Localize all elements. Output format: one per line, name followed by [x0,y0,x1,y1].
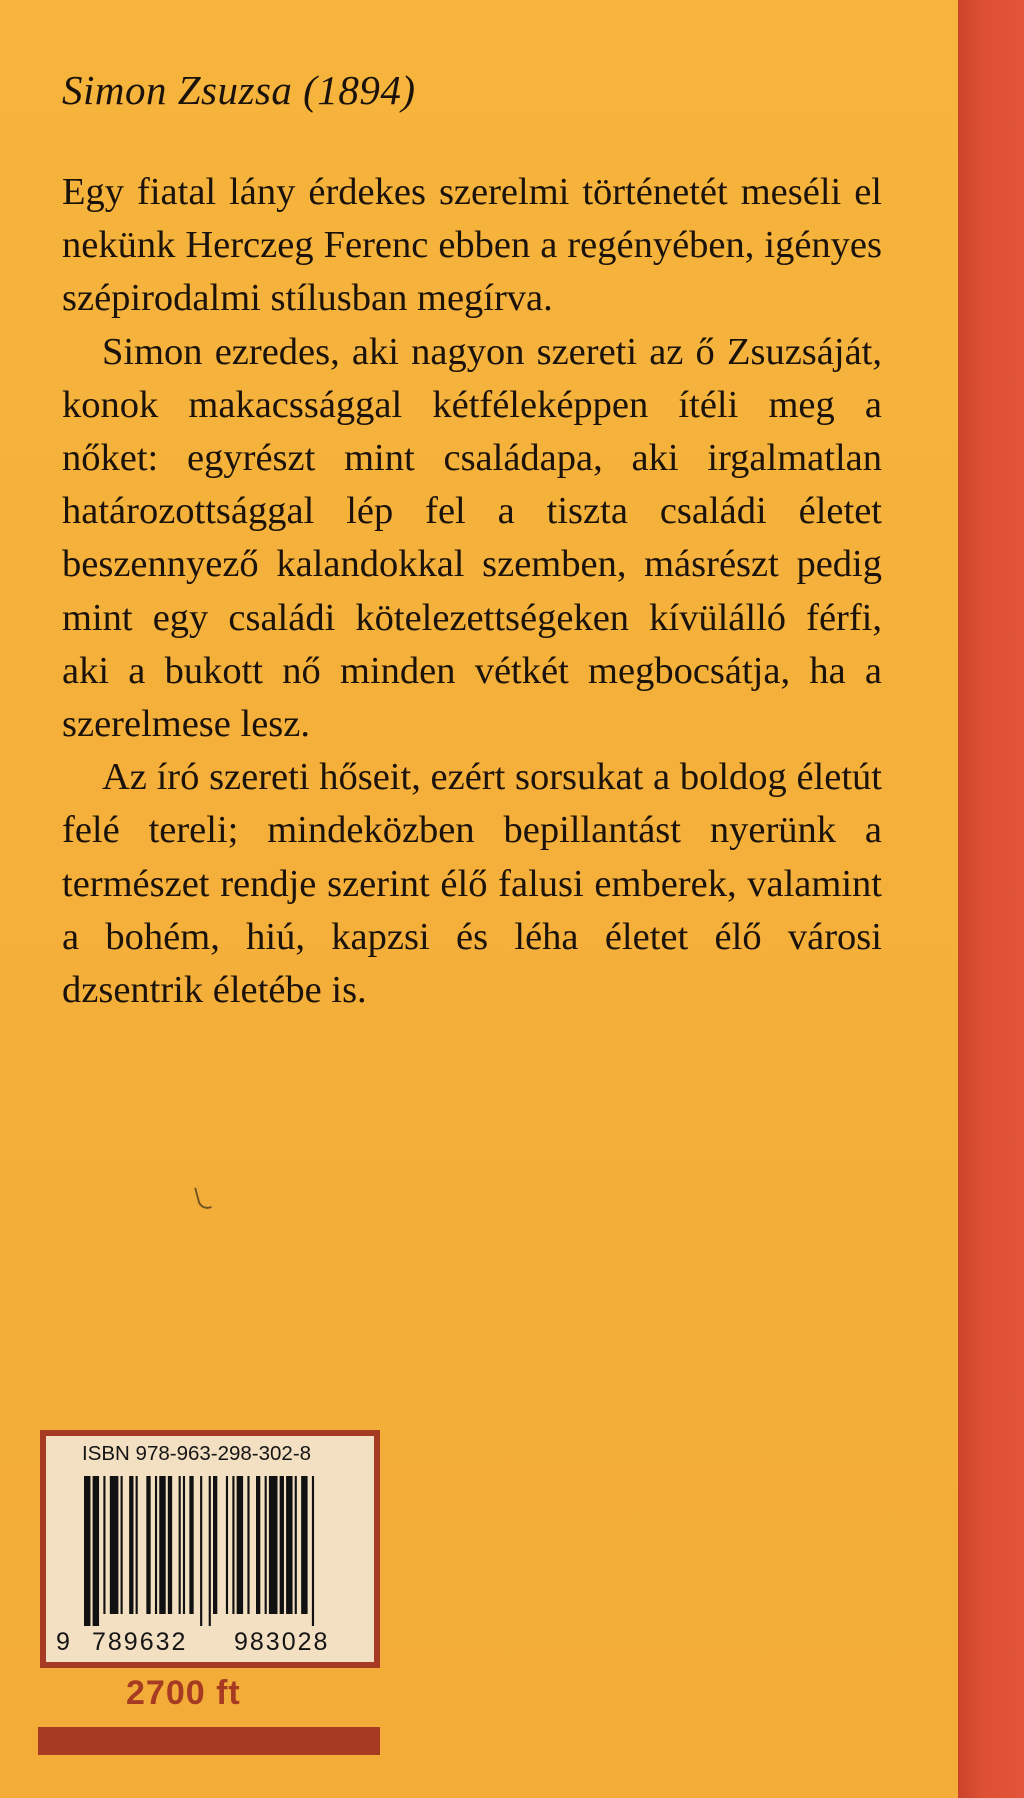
barcode-bars [84,1476,358,1626]
barcode-bar [146,1476,150,1614]
blurb-paragraph: Egy fiatal lány érdekes szerelmi történetét meséli el nekünk Herczeg Ferenc ebben a regényében, igényes szépirodalmi stílusban megírva. [62,171,882,320]
barcode-bar [200,1476,202,1626]
barcode-bar [295,1476,297,1614]
barcode-bar [84,1476,90,1626]
price-label: 2700 ft [126,1674,241,1712]
barcode-bar [159,1476,165,1614]
barcode-bar [247,1476,249,1614]
barcode-bar [232,1476,234,1614]
barcode-bar [265,1476,267,1614]
barcode-bar [179,1476,181,1614]
barcode-digits-right: 983028 [234,1628,330,1656]
barcode-bar [103,1476,105,1614]
barcode-bar [189,1476,193,1614]
blurb-paragraph: Az író szereti hőseit, ezért sorsukat a boldog életút felé tereli; mindeközben bepillantást nyerünk a természet rendje szerint élő falusi emberek, valamint a bohém, hiú, kapzsi és léha életet élő városi dzsentrik életébe is. [62,756,882,1012]
blurb-paragraph: Simon ezredes, aki nagyon szereti az ő Zsuzsáját, konok makacssággal kétféleképpen ítéli meg a nőket: egyrészt mint családapa, aki irgalmatlan határozottsággal lép fel a tiszta családi életet beszennyező kalandokkal szemben, másrészt pedig mint egy családi kötelezettségeken kívülálló férfi, aki a bukott nő minden vétkét megbocsátja, ha a szerelmese lesz. [62,330,882,746]
barcode-bar [168,1476,172,1614]
barcode-bar [213,1476,217,1614]
barcode-bar [312,1476,314,1626]
barcode-digits [56,1628,366,1658]
barcode-bar [237,1476,243,1614]
barcode-digits-left: 789632 [92,1628,188,1656]
barcode-bar [301,1476,307,1614]
barcode-bar [93,1476,99,1626]
bottom-rule [38,1727,380,1755]
barcode-bar [280,1476,284,1614]
book-title: Simon Zsuzsa (1894) [62,67,416,113]
barcode-bar [209,1476,211,1626]
blurb-text [62,166,882,1017]
barcode-bar [121,1476,123,1614]
barcode-graphic [84,1476,358,1626]
barcode-digit-first: 9 [56,1628,70,1656]
barcode-bar [256,1476,260,1614]
barcode-bar [155,1476,157,1614]
barcode-bar [136,1476,138,1614]
barcode-bar [110,1476,119,1614]
barcode-bar [129,1476,133,1614]
book-spine [958,0,1024,1798]
barcode-bar [226,1476,228,1614]
isbn-label: ISBN 978-963-298-302-8 [82,1442,312,1465]
barcode-bar [183,1476,185,1614]
barcode-bar [269,1476,278,1614]
barcode-bar [286,1476,292,1614]
barcode-box [40,1430,380,1668]
